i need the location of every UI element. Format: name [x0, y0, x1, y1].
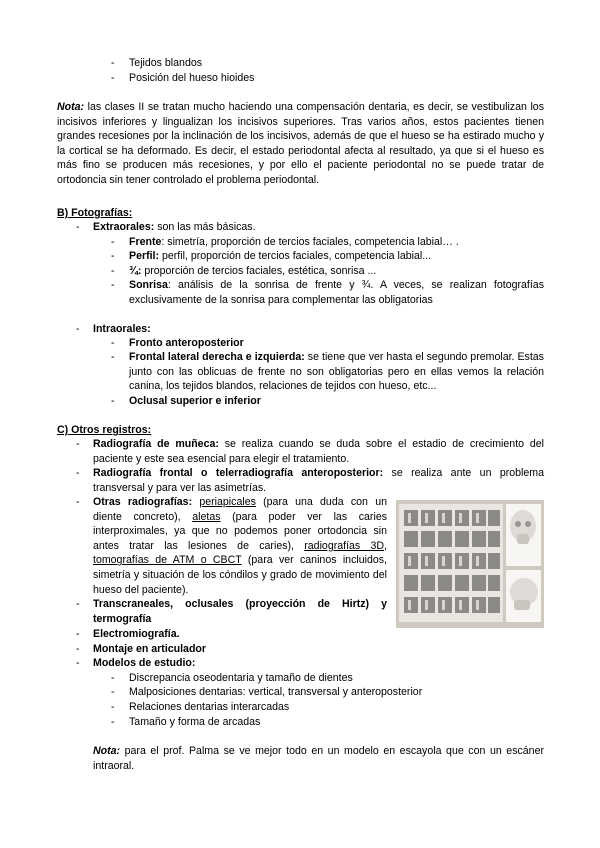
fronto-item	[129, 336, 544, 351]
bullet-dash: -	[76, 221, 80, 233]
orbit-right	[525, 521, 531, 527]
transcraneales-label: Transcraneales, oclusales (proyección de Hirtz) y termografía	[93, 598, 387, 625]
bullet-dash: -	[76, 467, 80, 479]
periapicales-link: periapicales	[199, 496, 256, 508]
bullet-dash: -	[111, 672, 115, 684]
orbit-left	[515, 521, 521, 527]
frontal-lateral-label: Frontal lateral derecha e izquierda:	[129, 351, 305, 363]
section-c-heading: C) Otros registros:	[57, 424, 152, 436]
extraorales-item	[93, 220, 256, 235]
nota-paragraph	[57, 100, 544, 188]
bullet-dash: -	[111, 236, 115, 248]
modelos-subitem: Malposiciones dentarias: vertical, transversal y anteroposterior	[129, 686, 423, 698]
frontal-lateral-text: se tiene que ver hasta el segundo premolar. Estas junto con las oblicuas de frente no son obligatorias pero en ellas vemos la relación canina, los tejidos blandos, relaciones de tejidos con hueso, etc...	[129, 351, 544, 393]
perfil-item	[129, 249, 544, 264]
radiograph-collage-image	[396, 500, 544, 628]
nota-text: las clases II se tratan mucho haciendo una compensación dentaria, es decir, se vestibulizan los incisivos inferiores y lingualizan los incisivos superiores. Tras varios años, estos pacientes tienen grandes recesiones por la inclinación de los incisivos, además de que el hueso se ha estirado mucho y la cortical se ha deformado. Es decir, el estado periodontal afecta al resultado, ya que si el hueso es más fino se producen más recesiones, y por ello el paciente periodontal no se puede tratar de ortodoncia sin tener controlado el problema periodontal.	[57, 101, 544, 186]
otras-text-2: (para poder ver las caries interproximales, ya que no podemos poner ortodoncia sin antes tratar las lesiones de caries),	[93, 510, 388, 552]
section-b-heading: B) Fotografías:	[57, 207, 133, 219]
modelos-subitem: Discrepancia oseodentaria y tamaño de dientes	[129, 672, 353, 684]
sonrisa-text: : análisis de la sonrisa de frente y ¾. A veces, se realizan fotografías exclusivamente de la sonrisa para complementar las obligatorias	[129, 279, 544, 306]
nota-label: Nota:	[57, 101, 85, 113]
fronto-label: Fronto anteroposterior	[129, 337, 244, 349]
list-item-tejidos: Tejidos blandos	[129, 57, 203, 69]
bullet-dash: -	[76, 657, 80, 669]
bullet-dash: -	[111, 337, 115, 349]
frontal-text: se realiza ante un problema transversal y para ver las asimetrías.	[93, 467, 544, 494]
nota2-paragraph	[93, 744, 544, 773]
muneca-label: Radiografía de muñeca:	[93, 438, 219, 450]
bullet-dash: -	[111, 351, 115, 363]
otras-text-4: (para ver caninos incluidos, simetría y situación de los cóndilos y grado de movimiento del hueso del paciente).	[93, 554, 387, 596]
bullet-dash: -	[76, 643, 80, 655]
montaje-label: Montaje en articulador	[93, 643, 207, 655]
oclusal-item	[129, 394, 544, 409]
jaw-lateral	[514, 600, 530, 610]
bullet-dash: -	[76, 323, 80, 335]
electromiografia-item	[93, 627, 180, 642]
bullet-dash: -	[76, 598, 80, 610]
bullet-dash: -	[111, 279, 115, 291]
otras-text-3: ,	[384, 539, 387, 552]
electromiografia-label: Electromiografía.	[93, 628, 180, 640]
nota2-text: para el prof. Palma se ve mejor todo en un modelo en escayola que con un escáner intraoral.	[93, 745, 544, 772]
sonrisa-label: Sonrisa	[129, 279, 168, 291]
oclusal-label: Oclusal superior e inferior	[129, 395, 261, 407]
modelos-item	[93, 656, 195, 671]
modelos-label: Modelos de estudio:	[93, 657, 196, 669]
modelos-subitem: Relaciones dentarias interarcadas	[129, 701, 290, 713]
frontal-lateral-item	[129, 350, 544, 394]
radiograph-collage-svg	[396, 500, 544, 628]
aletas-link: aletas	[192, 510, 221, 523]
intraorales-label: Intraorales:	[93, 323, 151, 335]
otras-label: Otras radiografías:	[93, 496, 193, 508]
frente-label: Frente	[129, 236, 162, 248]
montaje-item	[93, 642, 206, 657]
bullet-dash: -	[111, 72, 115, 84]
sonrisa-item	[129, 278, 544, 307]
frontal-label: Radiografía frontal o telerradiografía anteroposterior:	[93, 467, 384, 479]
bullet-dash: -	[111, 57, 115, 69]
perfil-text: perfil, proporción de tercios faciales, competencia labial...	[159, 250, 432, 262]
extraorales-label: Extraorales:	[93, 221, 155, 233]
jaw-frontal	[517, 534, 529, 544]
bullet-dash: -	[76, 628, 80, 640]
nota2-label: Nota:	[93, 745, 121, 757]
frente-text: : simetría, proporción de tercios faciales, competencia labial… .	[161, 236, 459, 248]
frente-item	[129, 235, 544, 250]
bullet-dash: -	[111, 716, 115, 728]
list-item-hioides: Posición del hueso hioides	[129, 72, 255, 84]
bullet-dash: -	[111, 701, 115, 713]
bullet-dash: -	[111, 686, 115, 698]
muneca-text: se realiza cuando se duda sobre el estadio de crecimiento del paciente y este sea esencial para elegir el tratamiento.	[93, 438, 545, 465]
bullet-dash: -	[111, 395, 115, 407]
bullet-dash: -	[111, 265, 115, 277]
intraorales-item	[93, 322, 151, 337]
tomografias-link: tomografías de ATM o CBCT	[93, 554, 242, 567]
radiografias-3d-link: radiografías 3D	[304, 539, 385, 552]
otras-radiografias-item	[93, 495, 387, 597]
transcraneales-item	[93, 597, 387, 626]
frontal-item	[93, 466, 544, 495]
otras-text-1: (para una duda con un diente concreto),	[93, 496, 387, 523]
tres-cuartos-label: ¾:	[129, 265, 142, 277]
tres-cuartos-text: proporción de tercios faciales, estética, sonrisa ...	[141, 265, 377, 277]
perfil-label: Perfil:	[129, 250, 160, 262]
bullet-dash: -	[111, 250, 115, 262]
bullet-dash: -	[76, 438, 80, 450]
extraorales-text: son las más básicas.	[154, 221, 256, 233]
muneca-item	[93, 437, 544, 466]
bullet-dash: -	[76, 496, 80, 508]
modelos-subitem: Tamaño y forma de arcadas	[129, 716, 261, 728]
tres-cuartos-item	[129, 264, 544, 279]
